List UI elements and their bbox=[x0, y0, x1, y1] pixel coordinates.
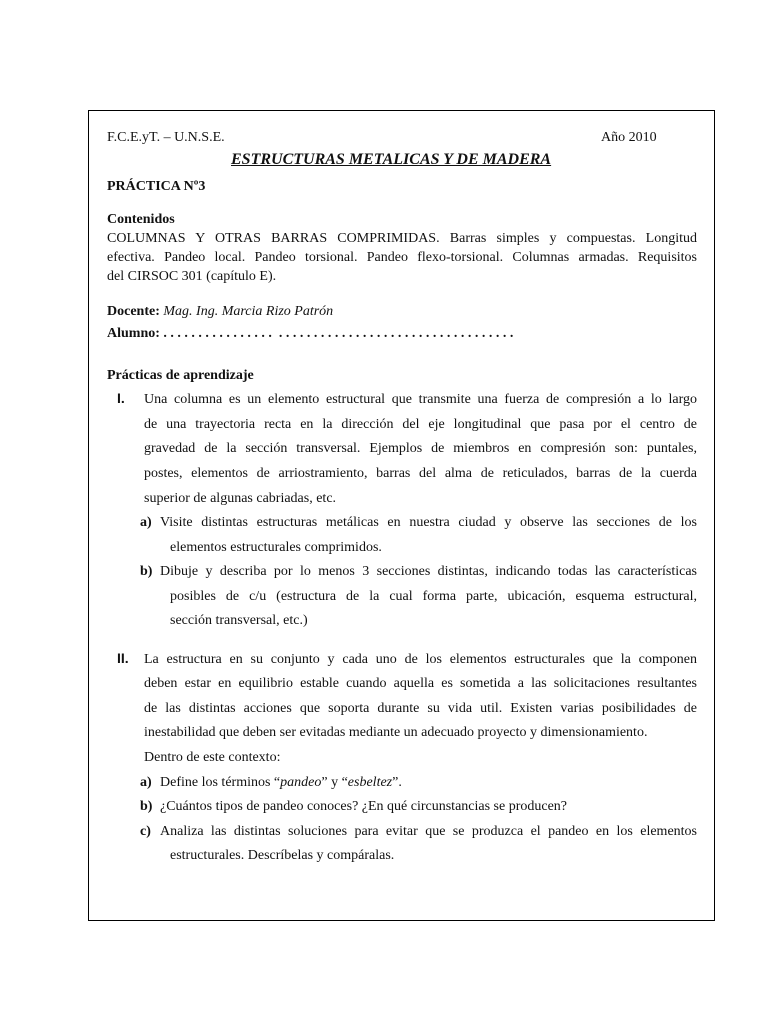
section2-item-b-text: ¿Cuántos tipos de pandeo conoces? ¿En qué circunstancias se producen? bbox=[160, 799, 568, 814]
practice-number: PRÁCTICA Nº3 bbox=[107, 179, 206, 194]
term-esbeltez: esbeltez bbox=[347, 775, 393, 790]
section1-item-b-line: sección transversal, etc.) bbox=[170, 613, 308, 628]
contents-heading: Contenidos bbox=[107, 212, 175, 227]
section2-item-c-line: estructurales. Descríbelas y compáralas. bbox=[170, 848, 395, 863]
item-label: a) bbox=[140, 775, 152, 790]
contents-line: efectiva. Pandeo local. Pandeo torsional. Pandeo flexo-torsional. Columnas armadas. Requisitos bbox=[107, 250, 697, 265]
item-a-post: ”. bbox=[392, 775, 402, 790]
item-label: a) bbox=[140, 515, 152, 530]
section1-item-a-line: elementos estructurales comprimidos. bbox=[170, 540, 382, 555]
section1-line: de una trayectoria recta en la dirección del eje longitudinal que pasa por el centro de bbox=[144, 417, 697, 432]
alumno-label: Alumno: bbox=[107, 326, 160, 341]
item-label: c) bbox=[140, 824, 151, 839]
section-numeral: I. bbox=[117, 390, 125, 406]
section-numeral: II. bbox=[117, 650, 129, 666]
contents-line: del CIRSOC 301 (capítulo E). bbox=[107, 269, 277, 284]
section1-item-b-line: posibles de c/u (estructura de la cual forma parte, ubicación, esquema estructural, bbox=[170, 589, 697, 604]
docente-name: Mag. Ing. Marcia Rizo Patrón bbox=[163, 304, 334, 319]
section2-line: inestabilidad que deben ser evitadas mediante un adecuado proyecto y dimensionamiento. bbox=[144, 725, 648, 740]
section1-line: superior de algunas cabriadas, etc. bbox=[144, 491, 337, 506]
term-pandeo: pandeo bbox=[280, 775, 322, 790]
section2-line: de las distintas acciones que soporta durante su vida util. Existen varias posibilidades de bbox=[144, 701, 697, 716]
course-title: ESTRUCTURAS METALICAS Y DE MADERA bbox=[231, 151, 552, 168]
docente-line bbox=[107, 302, 333, 321]
item-a-pre: Define los términos “ bbox=[160, 775, 281, 790]
contents-line: COLUMNAS Y OTRAS BARRAS COMPRIMIDAS. Barras simples y compuestas. Longitud bbox=[107, 231, 697, 246]
item-a-mid: ” y “ bbox=[321, 775, 348, 790]
practices-heading: Prácticas de aprendizaje bbox=[107, 368, 254, 383]
section1-item-b-line: Dibuje y describa por lo menos 3 secciones distintas, indicando todas las características bbox=[160, 564, 697, 579]
section1-item-a-line: Visite distintas estructuras metálicas en nuestra ciudad y observe las secciones de los bbox=[160, 515, 697, 530]
section2-line: La estructura en su conjunto y cada uno de los elementos estructurales que la componen bbox=[144, 652, 697, 667]
section1-line: gravedad de la sección transversal. Ejemplos de miembros en compresión son: puntales, bbox=[144, 441, 697, 456]
alumno-line bbox=[107, 324, 513, 343]
year-text: Año 2010 bbox=[601, 130, 657, 145]
section2-item-a-text bbox=[160, 773, 402, 792]
item-label: b) bbox=[140, 564, 153, 579]
section1-line: postes, elementos de arriostramiento, barras del alma de reticulados, barras de la cuerda bbox=[144, 466, 697, 481]
institution-text: F.C.E.yT. – U.N.S.E. bbox=[107, 130, 225, 145]
alumno-dots: . . . . . . . . . . . . . . . . . . . . . . . . . . . . . . . . . . . . . . . . . . . . . . . . . . bbox=[163, 326, 514, 341]
docente-label: Docente: bbox=[107, 304, 160, 319]
section2-line: deben estar en equilibrio estable cuando aquella es sometida a las solicitaciones resultantes bbox=[144, 676, 697, 691]
item-label: b) bbox=[140, 799, 153, 814]
section1-line: Una columna es un elemento estructural que transmite una fuerza de compresión a lo largo bbox=[144, 392, 697, 407]
section2-item-c-line: Analiza las distintas soluciones para evitar que se produzca el pandeo en los elementos bbox=[160, 824, 697, 839]
section2-line: Dentro de este contexto: bbox=[144, 750, 281, 765]
